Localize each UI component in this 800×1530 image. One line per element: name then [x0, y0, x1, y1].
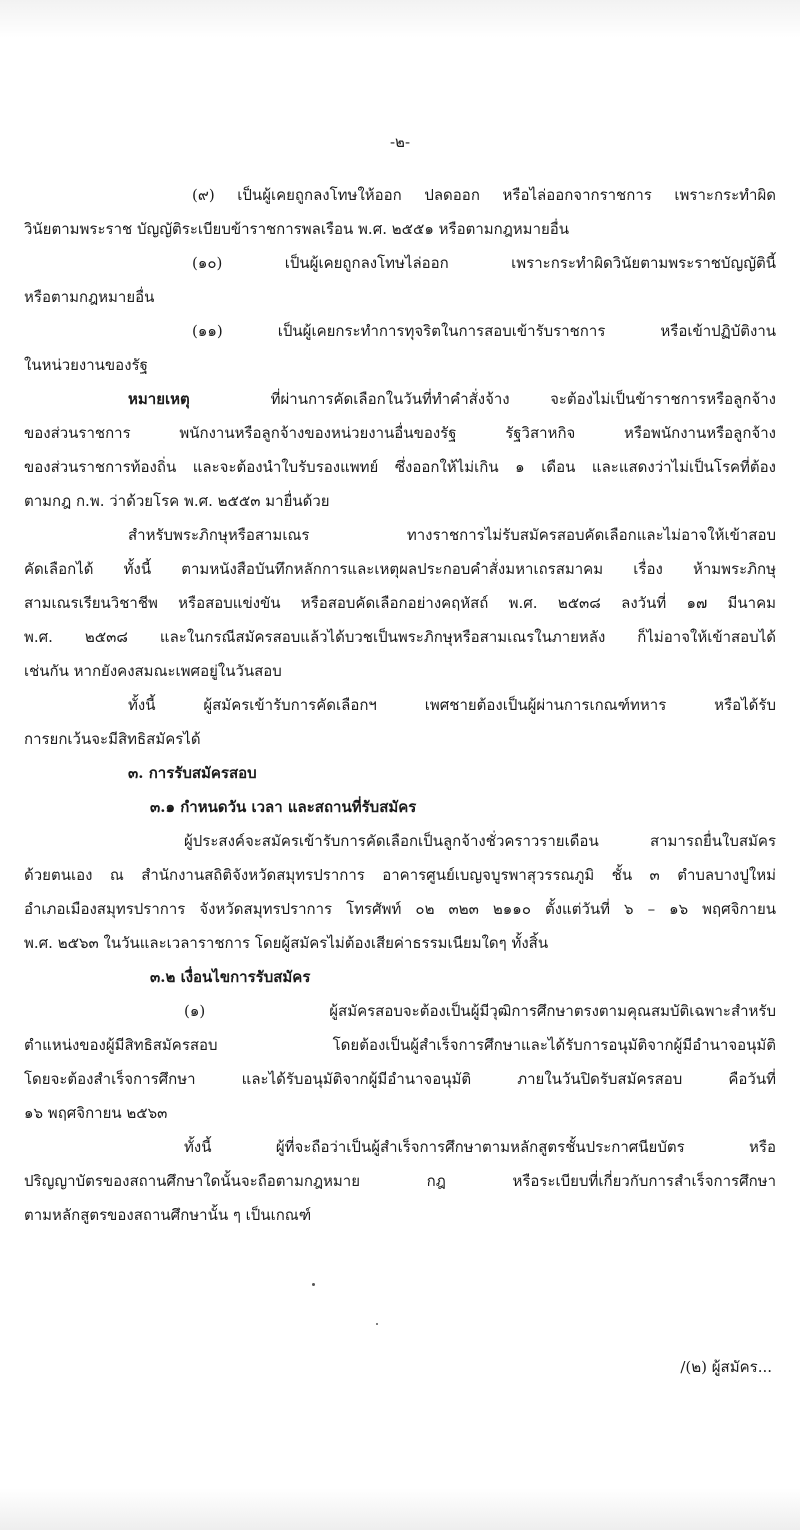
section-3-2-para-2-line-1: ทั้งนี้ ผู้ที่จะถือว่าเป็นผู้สำเร็จการศึกษาตามหลักสูตรชั้นประกาศนียบัตร หรือ	[184, 1138, 776, 1156]
item-10-line-1: (๑๐) เป็นผู้เคยถูกลงโทษไล่ออก เพราะกระทำผิดวินัยตามพระราชบัญญัตินี้	[192, 254, 776, 272]
monk-line-1: สำหรับพระภิกษุหรือสามเณร ทางราชการไม่รับสมัครสอบคัดเลือกและไม่อาจให้เข้าสอบ	[128, 526, 776, 544]
section-3-1-heading: ๓.๑ กำหนดวัน เวลา และสถานที่รับสมัคร	[150, 798, 417, 816]
remark-label: หมายเหตุ	[128, 390, 190, 408]
monk-line-4: พ.ศ. ๒๕๓๘ และในกรณีสมัครสอบแล้วได้บวชเป็นพระภิกษุหรือสามเณรในภายหลัง ก็ไม่อาจให้เข้าสอบได้	[24, 628, 776, 646]
section-3-2-heading: ๓.๒ เงื่อนไขการรับสมัคร	[150, 968, 311, 986]
section-3-2-para-2-line-3: ตามหลักสูตรของสถานศึกษานั้น ๆ เป็นเกณฑ์	[24, 1206, 312, 1224]
item-11-line-2: ในหน่วยงานของรัฐ	[24, 356, 148, 374]
monk-line-2: คัดเลือกได้ ทั้งนี้ ตามหนังสือบันทึกหลักการและเหตุผลประกอบคำสั่งมหาเถรสมาคม เรื่อง ห้ามพระภิกษุ	[24, 560, 776, 578]
military-line-1: ทั้งนี้ ผู้สมัครเข้ารับการคัดเลือกฯ เพศชายต้องเป็นผู้ผ่านการเกณฑ์ทหาร หรือได้รับ	[128, 696, 776, 714]
remark-line-3: ของส่วนราชการท้องถิ่น และจะต้องนำใบรับรองแพทย์ ซึ่งออกให้ไม่เกิน ๑ เดือน และแสดงว่าไม่เป็นโรคที่ต้อง	[24, 458, 776, 476]
item-9-line-2: วินัยตามพระราช บัญญัติระเบียบข้าราชการพลเรือน พ.ศ. ๒๕๕๑ หรือตามกฎหมายอื่น	[24, 220, 570, 238]
continuation-marker: /(๒) ผู้สมัคร...	[680, 1358, 772, 1376]
section-3-heading: ๓. การรับสมัครสอบ	[128, 764, 257, 782]
section-3-2-line-2: ตำแหน่งของผู้มีสิทธิสมัครสอบ โดยต้องเป็นผู้สำเร็จการศึกษาและได้รับการอนุมัติจากผู้มีอำนาจอนุมัติ	[24, 1036, 776, 1054]
remark-text-1: ที่ผ่านการคัดเลือกในวันที่ทำคำสั่งจ้าง จะต้องไม่เป็นข้าราชการหรือลูกจ้าง	[270, 390, 776, 408]
section-3-1-line-3: อำเภอเมืองสมุทรปราการ จังหวัดสมุทรปราการ โทรศัพท์ ๐๒ ๓๒๓ ๒๑๑๐ ตั้งแต่วันที่ ๖ – ๑๖ พฤศจิกายน	[24, 900, 776, 918]
section-3-2-line-4: ๑๖ พฤศจิกายน ๒๕๖๓	[24, 1104, 168, 1122]
section-3-2-line-1: (๑) ผู้สมัครสอบจะต้องเป็นผู้มีวุฒิการศึกษาตรงตามคุณสมบัติเฉพาะสำหรับ	[184, 1002, 776, 1020]
scan-speck	[376, 1323, 378, 1325]
document-body	[24, 178, 776, 1232]
remark-line-4: ตามกฎ ก.พ. ว่าด้วยโรค พ.ศ. ๒๕๕๓ มายื่นด้วย	[24, 492, 330, 510]
remark-line-2: ของส่วนราชการ พนักงานหรือลูกจ้างของหน่วยงานอื่นของรัฐ รัฐวิสาหกิจ หรือพนักงานหรือลูกจ้าง	[24, 424, 776, 442]
remark-line-1	[24, 382, 776, 416]
section-3-1-line-1: ผู้ประสงค์จะสมัครเข้ารับการคัดเลือกเป็นลูกจ้างชั่วคราวรายเดือน สามารถยื่นใบสมัคร	[184, 832, 776, 850]
scan-bottom-edge	[0, 1488, 800, 1530]
monk-line-5: เช่นกัน หากยังคงสมณะเพศอยู่ในวันสอบ	[24, 662, 282, 680]
scan-top-edge	[0, 0, 800, 38]
item-11-line-1: (๑๑) เป็นผู้เคยกระทำการทุจริตในการสอบเข้ารับราชการ หรือเข้าปฏิบัติงาน	[192, 322, 776, 340]
section-3-2-para-2-line-2: ปริญญาบัตรของสถานศึกษาใดนั้นจะถือตามกฎหมาย กฎ หรือระเบียบที่เกี่ยวกับการสำเร็จการศึกษา	[24, 1172, 776, 1190]
item-10-line-2: หรือตามกฎหมายอื่น	[24, 288, 155, 306]
section-3-2-line-3: โดยจะต้องสำเร็จการศึกษา และได้รับอนุมัติจากผู้มีอำนาจอนุมัติ ภายในวันปิดรับสมัครสอบ คือวันที่	[24, 1070, 776, 1088]
scan-speck	[312, 1283, 315, 1286]
page-number: -๒-	[389, 133, 411, 151]
section-3-1-line-2: ด้วยตนเอง ณ สำนักงานสถิติจังหวัดสมุทรปราการ อาคารศูนย์เบญจบูรพาสุวรรณภูมิ ชั้น ๓ ตำบลบางปูใหม่	[24, 866, 776, 884]
item-9-line-1: (๙) เป็นผู้เคยถูกลงโทษให้ออก ปลดออก หรือไล่ออกจากราชการ เพราะกระทำผิด	[192, 186, 776, 204]
monk-line-3: สามเณรเรียนวิชาชีพ หรือสอบแข่งขัน หรือสอบคัดเลือกอย่างคฤหัสถ์ พ.ศ. ๒๕๓๘ ลงวันที่ ๑๗ มีนาคม	[24, 594, 776, 612]
military-line-2: การยกเว้นจะมีสิทธิสมัครได้	[24, 730, 201, 748]
section-3-1-line-4: พ.ศ. ๒๕๖๓ ในวันและเวลาราชการ โดยผู้สมัครไม่ต้องเสียค่าธรรมเนียมใดๆ ทั้งสิ้น	[24, 934, 549, 952]
